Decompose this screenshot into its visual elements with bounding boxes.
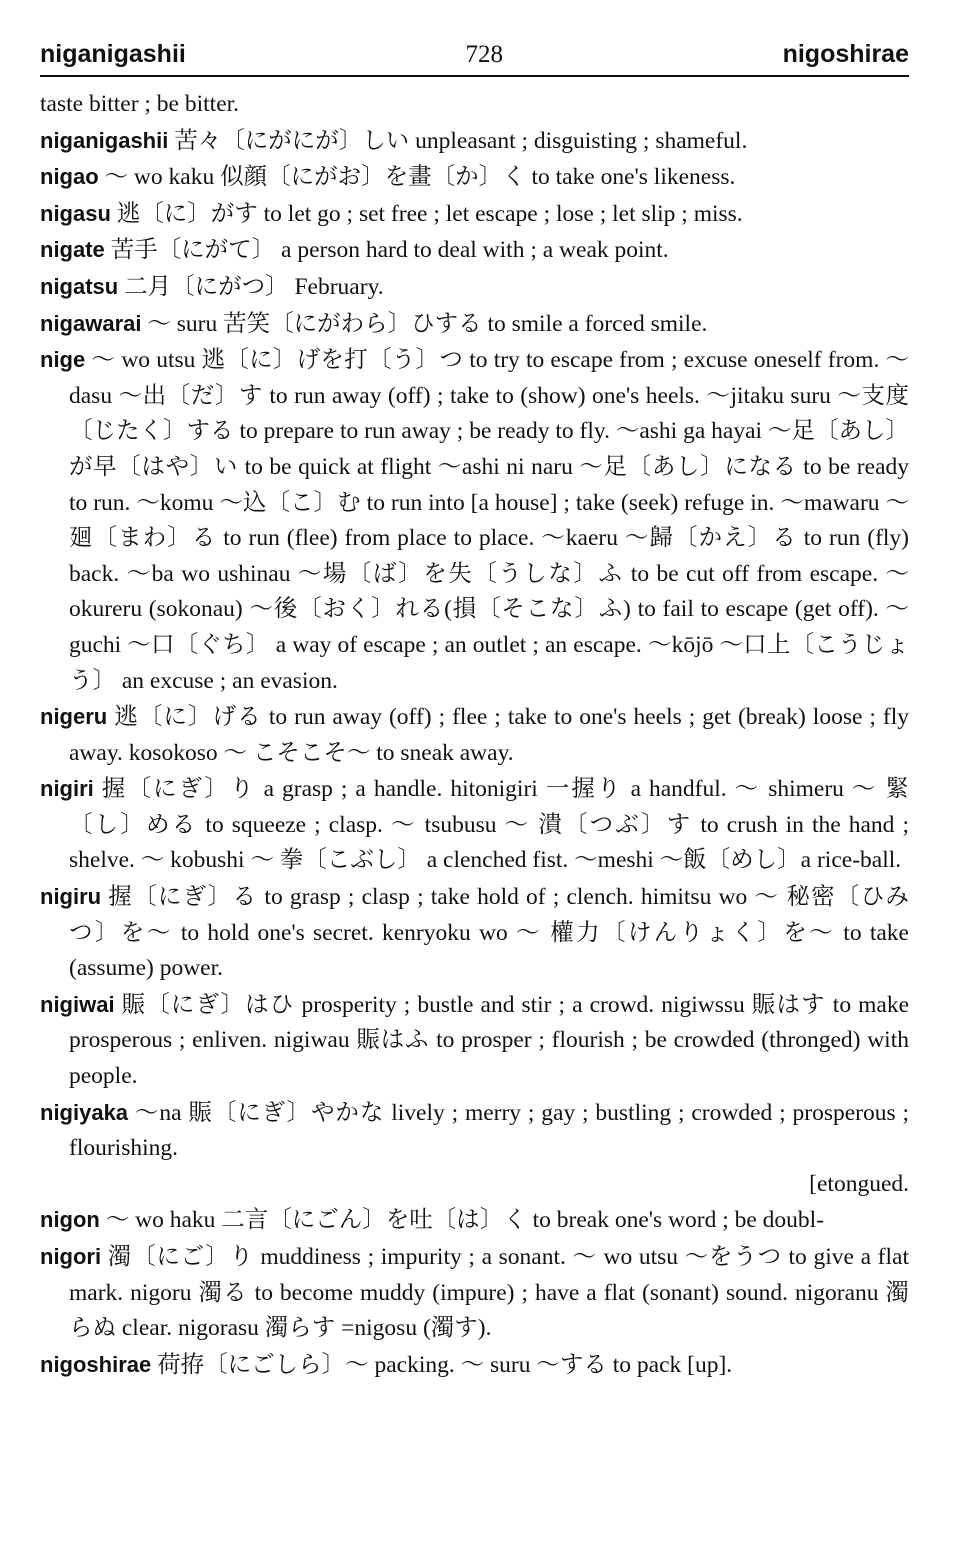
entry: [40, 342, 909, 699]
entry: [40, 159, 909, 196]
headword: nigiri: [40, 776, 94, 802]
header-right-guide-word: nigoshirae: [782, 40, 909, 68]
entry: [40, 879, 909, 987]
headword: nige: [40, 347, 86, 373]
definition: ～na 賑〔にぎ〕やかな lively ; merry ; gay ; bustling ; crowded ; prosperous ; flourishing.: [69, 1099, 909, 1162]
headword: nigawarai: [40, 310, 142, 336]
definition: ～ suru 苦笑〔にがわら〕ひする to smile a forced smile.: [147, 310, 708, 337]
entry: [40, 1095, 909, 1167]
definition: ～ wo haku 二言〔にごん〕を吐〔は〕く to break one's word ; be doubl-: [105, 1207, 825, 1234]
entry: [40, 306, 909, 343]
header-left-guide-word: niganigashii: [40, 40, 186, 68]
definition: 苦手〔にがて〕 a person hard to deal with ; a weak point.: [110, 237, 669, 264]
headword: nigori: [40, 1244, 102, 1269]
headword: nigeru: [40, 704, 108, 730]
headword: nigiyaka: [40, 1099, 129, 1125]
definition: ～ wo kaku 似顔〔にがお〕を畫〔か〕く to take one's likeness.: [104, 164, 736, 191]
definition: ～ wo utsu 逃〔に〕げを打〔う〕つ to try to escape from ; excuse oneself from. ～dasu ～出〔だ〕す to run away (off) ; take to (show) one's heels. ～jitaku suru ～支度〔じたく〕する to prepare to run away ; be ready to fly. ～ashi ga hayai ～足〔あし〕が早〔はや〕い to be quick at flight ～ashi ni naru ～足〔あし〕になる to be ready to run. ～komu ～込〔こ〕む to run into [a house] ; take (seek) refuge in. ～mawaru ～廻〔まわ〕る to run (flee) from place to place. ～kaeru ～歸〔かえ〕る to run (fly) back. ～ba wo ushinau ～場〔ば〕を失〔うしな〕ふ to be cut off from escape. ～okureru (sokonau) ～後〔おく〕れる(損〔そこな〕ふ) to fail to escape (get off). ～guchi ～口〔ぐち〕 a way of escape ; an outlet ; an escape. ～kōjō ～口上〔こうじょう〕 an excuse ; an evasion.: [69, 347, 909, 694]
definition: 握〔にぎ〕る to grasp ; clasp ; take hold of ; clench. himitsu wo ～ 秘密〔ひみつ〕を～ to hold one's secret. kenryoku wo ～ 權力〔けんりょく〕を～ to take (assume) power.: [69, 884, 909, 982]
entry-continuation: taste bitter ; be bitter.: [40, 91, 240, 117]
entry: [40, 123, 909, 160]
page-number: 728: [465, 41, 503, 68]
entry: [40, 196, 909, 233]
entry: [40, 699, 909, 771]
page-header: [40, 40, 909, 75]
entry-overflow-fragment: [etongued.: [809, 1170, 909, 1197]
headword: nigiru: [40, 884, 102, 910]
entry: [40, 771, 909, 879]
definition: 苦々〔にがにが〕しい unpleasant ; disguisting ; shameful.: [174, 127, 748, 154]
headword: nigiwai: [40, 991, 115, 1017]
definition: 逃〔に〕げる to run away (off) ; flee ; take to one's heels ; get (break) loose ; fly away. kosokoso ～ こそこそ～ to sneak away.: [69, 704, 909, 766]
definition: 二月〔にがつ〕 February.: [124, 273, 384, 300]
header-rule: [40, 75, 909, 77]
entry-list: [40, 87, 909, 1383]
headword: niganigashii: [40, 127, 169, 153]
headword: nigasu: [40, 200, 111, 226]
definition: 握〔にぎ〕り a grasp ; a handle. hitonigiri 一握り a handful. ～ shimeru ～ 緊〔し〕める to squeeze ; clasp. ～ tsubusu ～ 潰〔つぶ〕す to crush in the hand ; shelve. ～ kobushi ～ 拳〔こぶし〕 a clenched fist. ～meshi ～飯〔めし〕a rice-ball.: [69, 776, 910, 874]
entry: [40, 987, 909, 1095]
headword: nigoshirae: [40, 1351, 152, 1377]
definition: 濁〔にご〕り muddiness ; impurity ; a sonant. ～ wo utsu ～をうつ to give a flat mark. nigoru 濁る to become muddy (impure) ; have a flat (sonant) sound. nigoranu 濁らぬ clear. nigorasu 濁らす =nigosu (濁す).: [69, 1244, 909, 1342]
entry: [40, 1202, 909, 1239]
entry: [40, 232, 909, 269]
headword: nigao: [40, 164, 99, 190]
entry: [40, 1239, 909, 1347]
entry: [40, 1347, 909, 1384]
headword: nigatsu: [40, 273, 119, 299]
headword: nigate: [40, 237, 105, 263]
entry: [40, 269, 909, 306]
headword: nigon: [40, 1207, 100, 1233]
definition: 賑〔にぎ〕はひ prosperity ; bustle and stir ; a crowd. nigiwssu 賑はす to make prosperous ; enliven. nigiwau 賑はふ to prosper ; flourish ; be crowded (thronged) with people.: [69, 991, 910, 1090]
definition: 逃〔に〕がす to let go ; set free ; let escape ; lose ; let slip ; miss.: [116, 200, 743, 227]
definition: 荷拵〔にごしら〕～ packing. ～ suru ～する to pack [up].: [157, 1351, 733, 1378]
